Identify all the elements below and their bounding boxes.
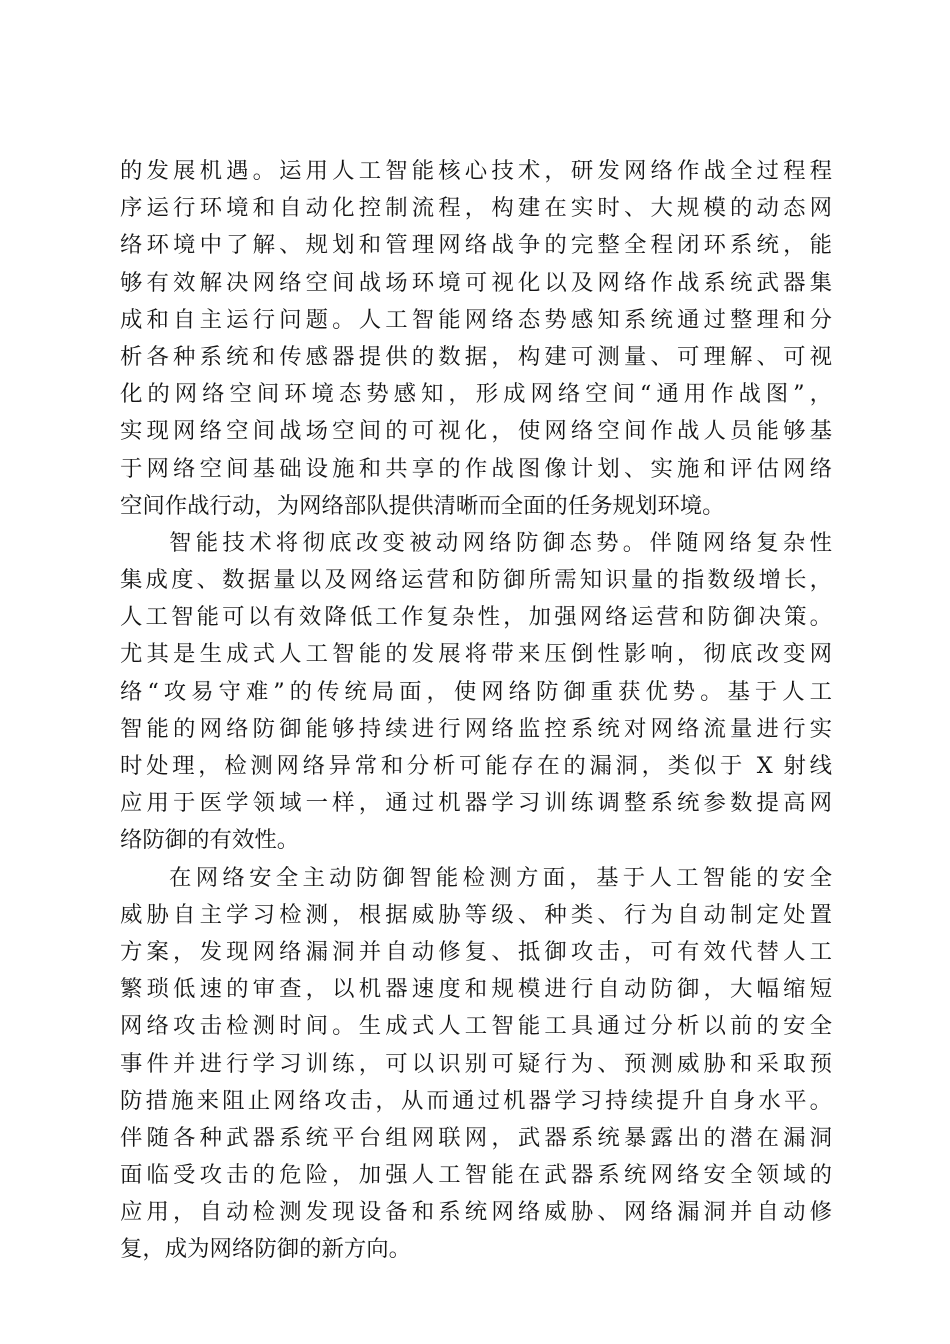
paragraph-line: 实现网络空间战场空间的可视化，使网络空间作战人员能够基 [120,418,832,445]
paragraph-line: 化的网络空间环境态势感知，形成网络空间“通用作战图”， [120,381,832,408]
paragraph-line: 够有效解决网络空间战场环境可视化以及网络作战系统武器集 [120,269,832,296]
paragraph-line: 时处理，检测网络异常和分析可能存在的漏洞，类似于 X 射线 [120,753,832,779]
paragraph-line: 威胁自主学习检测，根据威胁等级、种类、行为自动制定处置 [120,901,832,928]
paragraph [120,525,832,860]
paragraph-line: 事件并进行学习训练，可以识别可疑行为、预测威胁和采取预 [120,1050,832,1077]
paragraph-line: 析各种系统和传感器提供的数据，构建可测量、可理解、可视 [120,343,832,370]
paragraph-line: 繁琐低速的审查，以机器速度和规模进行自动防御，大幅缩短 [120,976,832,1003]
paragraph-line: 于网络空间基础设施和共享的作战图像计划、实施和评估网络 [120,455,832,482]
paragraph-line: 智能技术将彻底改变被动网络防御态势。伴随网络复杂性 [169,529,832,556]
paragraph-line: 面临受攻击的危险，加强人工智能在武器系统网络安全领域的 [120,1162,832,1189]
paragraph-line: 络防御的有效性。 [120,827,300,854]
paragraph-line: 防措施来阻止网络攻击，从而通过机器学习持续提升自身水平。 [120,1087,832,1114]
paragraph-line: 方案，发现网络漏洞并自动修复、抵御攻击，可有效代替人工 [120,938,832,965]
paragraph-line: 在网络安全主动防御智能检测方面，基于人工智能的安全 [169,864,832,891]
paragraph-line: 智能的网络防御能够持续进行网络监控系统对网络流量进行实 [120,715,832,742]
body-text [120,153,832,1269]
paragraph [120,153,832,525]
paragraph-line: 络“攻易守难”的传统局面，使网络防御重获优势。基于人工 [120,678,832,705]
paragraph-line: 网络攻击检测时间。生成式人工智能工具通过分析以前的安全 [120,1013,832,1040]
paragraph-line: 的发展机遇。运用人工智能核心技术，研发网络作战全过程程 [120,158,832,184]
paragraph [120,860,832,1269]
paragraph-line: 尤其是生成式人工智能的发展将带来压倒性影响，彻底改变网 [120,641,832,668]
paragraph-line: 复，成为网络防御的新方向。 [120,1236,412,1263]
paragraph-line: 集成度、数据量以及网络运营和防御所需知识量的指数级增长， [120,567,832,594]
paragraph-line: 空间作战行动，为网络部队提供清晰而全面的任务规划环境。 [120,492,725,519]
paragraph-line: 序运行环境和自动化控制流程，构建在实时、大规模的动态网 [120,195,832,222]
paragraph-line: 成和自主运行问题。人工智能网络态势感知系统通过整理和分 [120,306,832,333]
paragraph-line: 络环境中了解、规划和管理网络战争的完整全程闭环系统，能 [120,232,832,259]
paragraph-line: 伴随各种武器系统平台组网联网，武器系统暴露出的潜在漏洞 [120,1124,832,1151]
paragraph-line: 人工智能可以有效降低工作复杂性，加强网络运营和防御决策。 [120,604,832,631]
paragraph-line: 应用，自动检测发现设备和系统网络威胁、网络漏洞并自动修 [120,1199,832,1226]
paragraph-line: 应用于医学领域一样，通过机器学习训练调整系统参数提高网 [120,790,832,817]
